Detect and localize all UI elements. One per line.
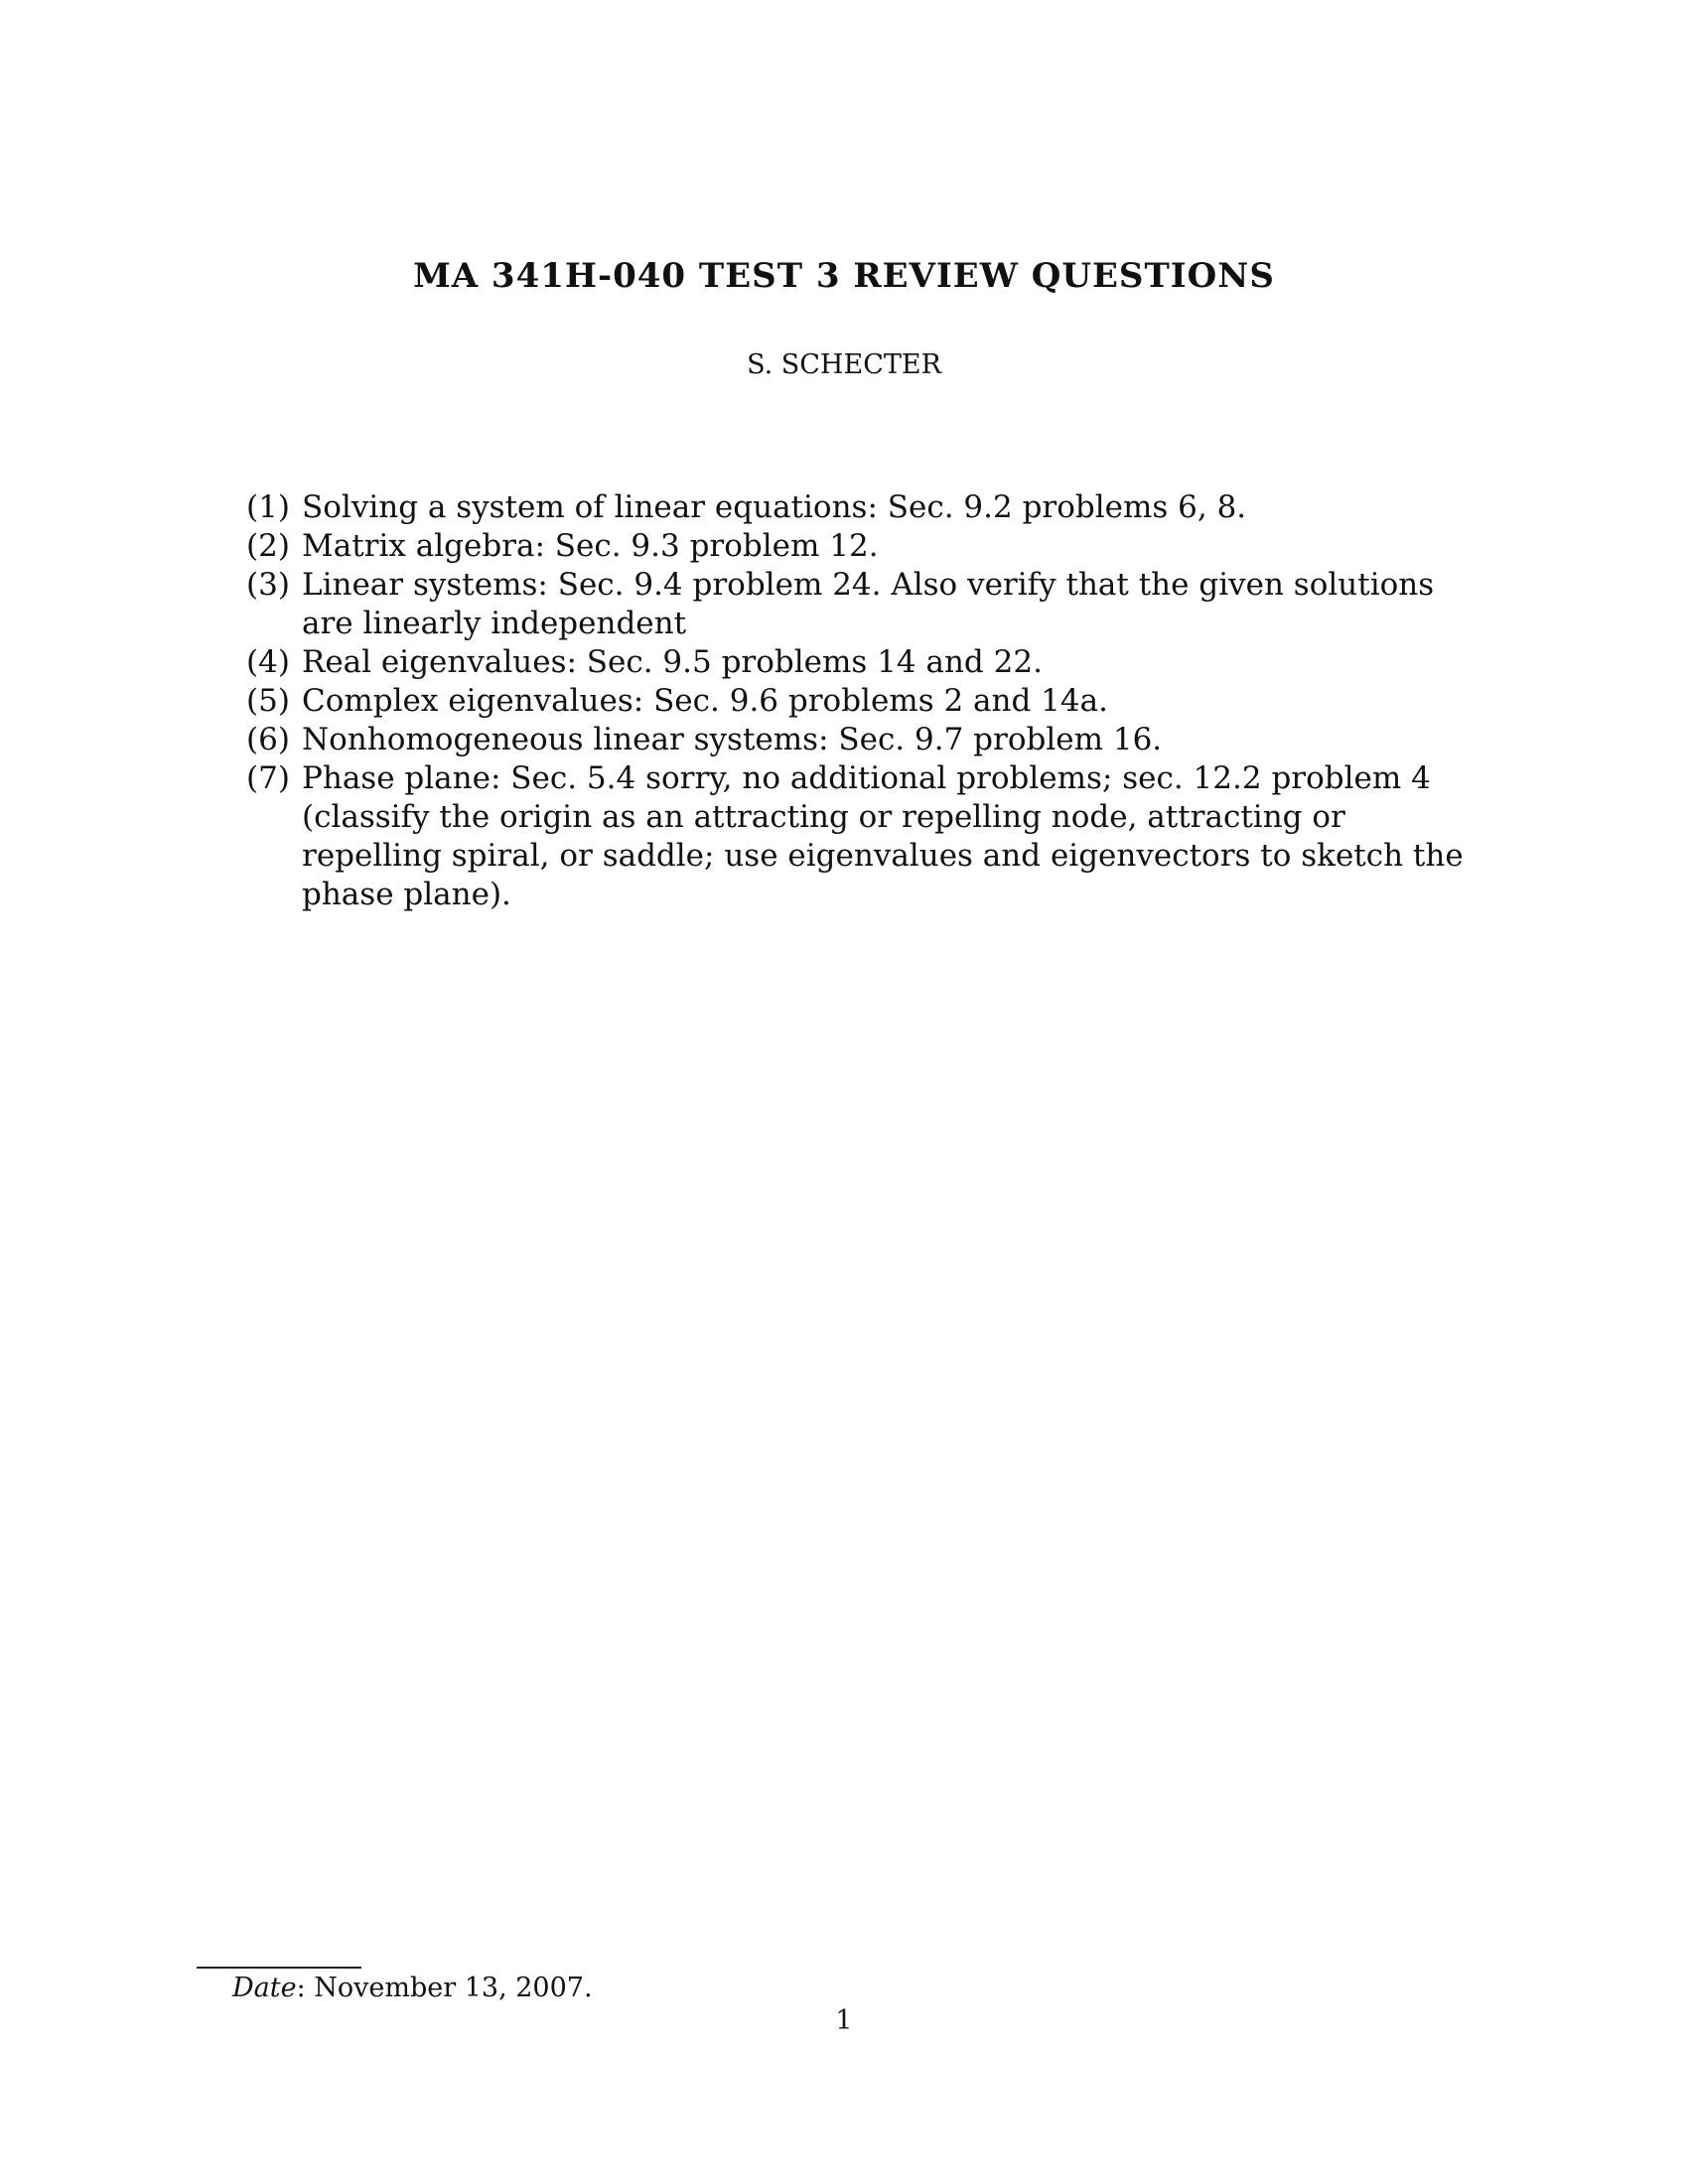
question-number: (1) — [246, 489, 290, 525]
page-number: 1 — [835, 2005, 853, 2036]
question-text: Solving a system of linear equations: Sec. 9.2 problems 6, 8. — [302, 489, 1247, 525]
footnote — [232, 1973, 593, 2004]
question-number: (6) — [246, 722, 290, 757]
question-number: (2) — [246, 528, 290, 564]
question-text: Nonhomogeneous linear systems: Sec. 9.7 problem 16. — [302, 722, 1163, 757]
question-text: Linear systems: Sec. 9.4 problem 24. Also verify that the given solutions are linearly independent — [302, 567, 1435, 641]
question-number: (4) — [246, 644, 290, 680]
question-text: Matrix algebra: Sec. 9.3 problem 12. — [302, 528, 879, 564]
review-question-list — [246, 488, 1487, 914]
list-item — [246, 643, 1487, 682]
question-number: (5) — [246, 683, 290, 719]
list-item — [246, 527, 1487, 566]
list-item — [246, 488, 1487, 527]
list-item — [246, 566, 1487, 643]
footnote-label: Date — [232, 1973, 297, 2003]
question-text: Complex eigenvalues: Sec. 9.6 problems 2 and 14a. — [302, 683, 1108, 719]
question-text: Real eigenvalues: Sec. 9.5 problems 14 and 22. — [302, 644, 1043, 680]
question-number: (3) — [246, 567, 290, 603]
list-item — [246, 682, 1487, 721]
footnote-text: : November 13, 2007. — [296, 1973, 593, 2003]
list-item — [246, 721, 1487, 759]
question-number: (7) — [246, 760, 290, 796]
question-text: Phase plane: Sec. 5.4 sorry, no additional problems; sec. 12.2 problem 4 (classify the origin as an attracting or repelling node, attracting or repelling spiral, or saddle; use eigenvalues and eigenvectors to sketch the phase plane). — [302, 760, 1464, 912]
footnote-divider — [197, 1967, 361, 1969]
page-title: MA 341H-040 TEST 3 REVIEW QUESTIONS — [413, 256, 1275, 296]
list-item — [246, 759, 1487, 914]
author-name: S. SCHECTER — [747, 349, 941, 380]
